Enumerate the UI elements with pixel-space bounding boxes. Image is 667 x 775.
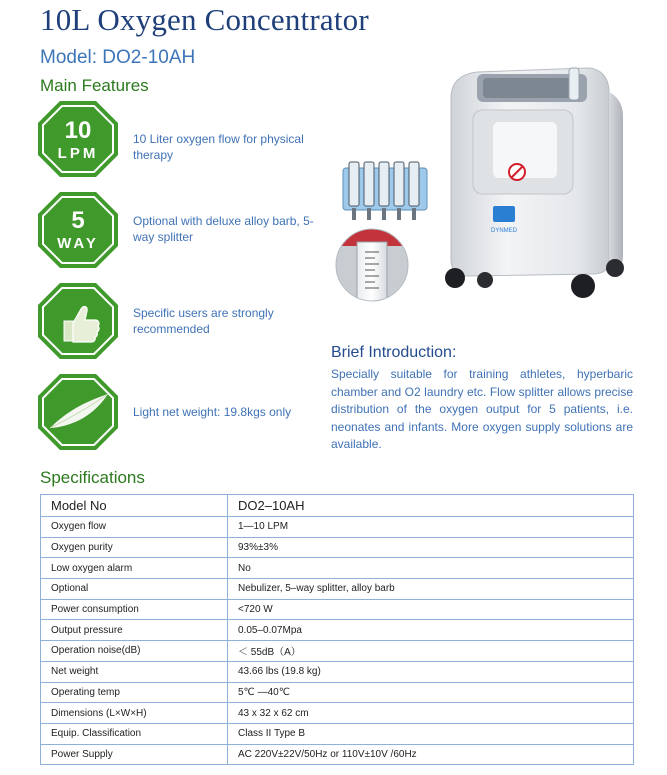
page-title: 10L Oxygen Concentrator bbox=[40, 2, 369, 37]
spec-value: 1—10 LPM bbox=[228, 517, 634, 538]
spec-value: 43.66 lbs (19.8 kg) bbox=[228, 661, 634, 682]
spec-label: Dimensions (L×W×H) bbox=[41, 703, 228, 724]
badge-10: 10 bbox=[64, 117, 92, 144]
spec-label: Oxygen flow bbox=[41, 517, 228, 538]
spec-label: Equip. Classification bbox=[41, 723, 228, 744]
brief-introduction-text: Specially suitable for training athletes, hyperbaric chamber and O2 laundry etc. Flow splitter allows precise distribution of the oxygen output for 5 patients, i.e. neonates and infants. More oxygen supply solutions are available. bbox=[331, 367, 633, 452]
spec-label: Optional bbox=[41, 579, 228, 600]
specifications-heading: Specifications bbox=[40, 468, 145, 487]
table-row bbox=[41, 537, 634, 558]
badge-way: WAY bbox=[57, 235, 99, 252]
spec-label: Operation noise(dB) bbox=[41, 641, 228, 662]
spec-label: Operating temp bbox=[41, 682, 228, 703]
main-features-heading: Main Features bbox=[40, 76, 149, 95]
spec-value: Class II Type B bbox=[228, 723, 634, 744]
feature-flow bbox=[36, 99, 336, 179]
thumbs-up-icon bbox=[36, 281, 120, 361]
flowmeter-image bbox=[335, 228, 409, 302]
spec-value: 93%±3% bbox=[228, 537, 634, 558]
feature-weight bbox=[36, 372, 336, 452]
spec-value: <720 W bbox=[228, 599, 634, 620]
feature-text: Specific users are strongly recommended bbox=[133, 306, 274, 336]
table-row bbox=[41, 558, 634, 579]
spec-label: Power Supply bbox=[41, 744, 228, 765]
spec-value: No bbox=[228, 558, 634, 579]
spec-label: Low oxygen alarm bbox=[41, 558, 228, 579]
table-row bbox=[41, 661, 634, 682]
table-row bbox=[41, 641, 634, 662]
spec-label: Oxygen purity bbox=[41, 537, 228, 558]
spec-label: Net weight bbox=[41, 661, 228, 682]
feature-recommended bbox=[36, 281, 336, 361]
table-row bbox=[41, 703, 634, 724]
badge-5: 5 bbox=[71, 207, 85, 234]
feather-icon bbox=[36, 372, 120, 452]
spec-label: Power consumption bbox=[41, 599, 228, 620]
spec-value: AC 220V±22V/50Hz or 110V±10V /60Hz bbox=[228, 744, 634, 765]
feature-splitter bbox=[36, 190, 336, 270]
table-row bbox=[41, 723, 634, 744]
spec-value: 5℃ —40℃ bbox=[228, 682, 634, 703]
feature-text: Light net weight: 19.8kgs only bbox=[133, 405, 292, 419]
table-row bbox=[41, 599, 634, 620]
table-row bbox=[41, 620, 634, 641]
badge-lpm: LPM bbox=[57, 145, 99, 162]
feature-text: Optional with deluxe alloy barb, 5-way splitter bbox=[133, 214, 314, 244]
flow-splitter-image bbox=[341, 158, 429, 224]
table-row bbox=[41, 744, 634, 765]
device-brand-label: DYNMED bbox=[490, 228, 518, 234]
spec-value: Nebulizer, 5–way splitter, alloy barb bbox=[228, 579, 634, 600]
spec-value: 43 x 32 x 62 cm bbox=[228, 703, 634, 724]
brief-introduction-heading: Brief Introduction: bbox=[331, 344, 457, 361]
spec-value: 0.05–0.07Mpa bbox=[228, 620, 634, 641]
header-cell: Model No bbox=[41, 495, 228, 517]
header-cell: DO2–10AH bbox=[228, 495, 634, 517]
spec-value: ＜ 55dB（A） bbox=[228, 641, 634, 662]
table-row bbox=[41, 579, 634, 600]
feature-text: 10 Liter oxygen flow for physical therapy bbox=[133, 132, 304, 162]
table-header-row bbox=[41, 495, 634, 517]
table-row bbox=[41, 517, 634, 538]
oxygen-concentrator-image bbox=[437, 60, 637, 305]
spec-label: Output pressure bbox=[41, 620, 228, 641]
model-subtitle: Model: DO2-10AH bbox=[40, 47, 196, 68]
table-row bbox=[41, 682, 634, 703]
spec-table bbox=[40, 494, 634, 765]
